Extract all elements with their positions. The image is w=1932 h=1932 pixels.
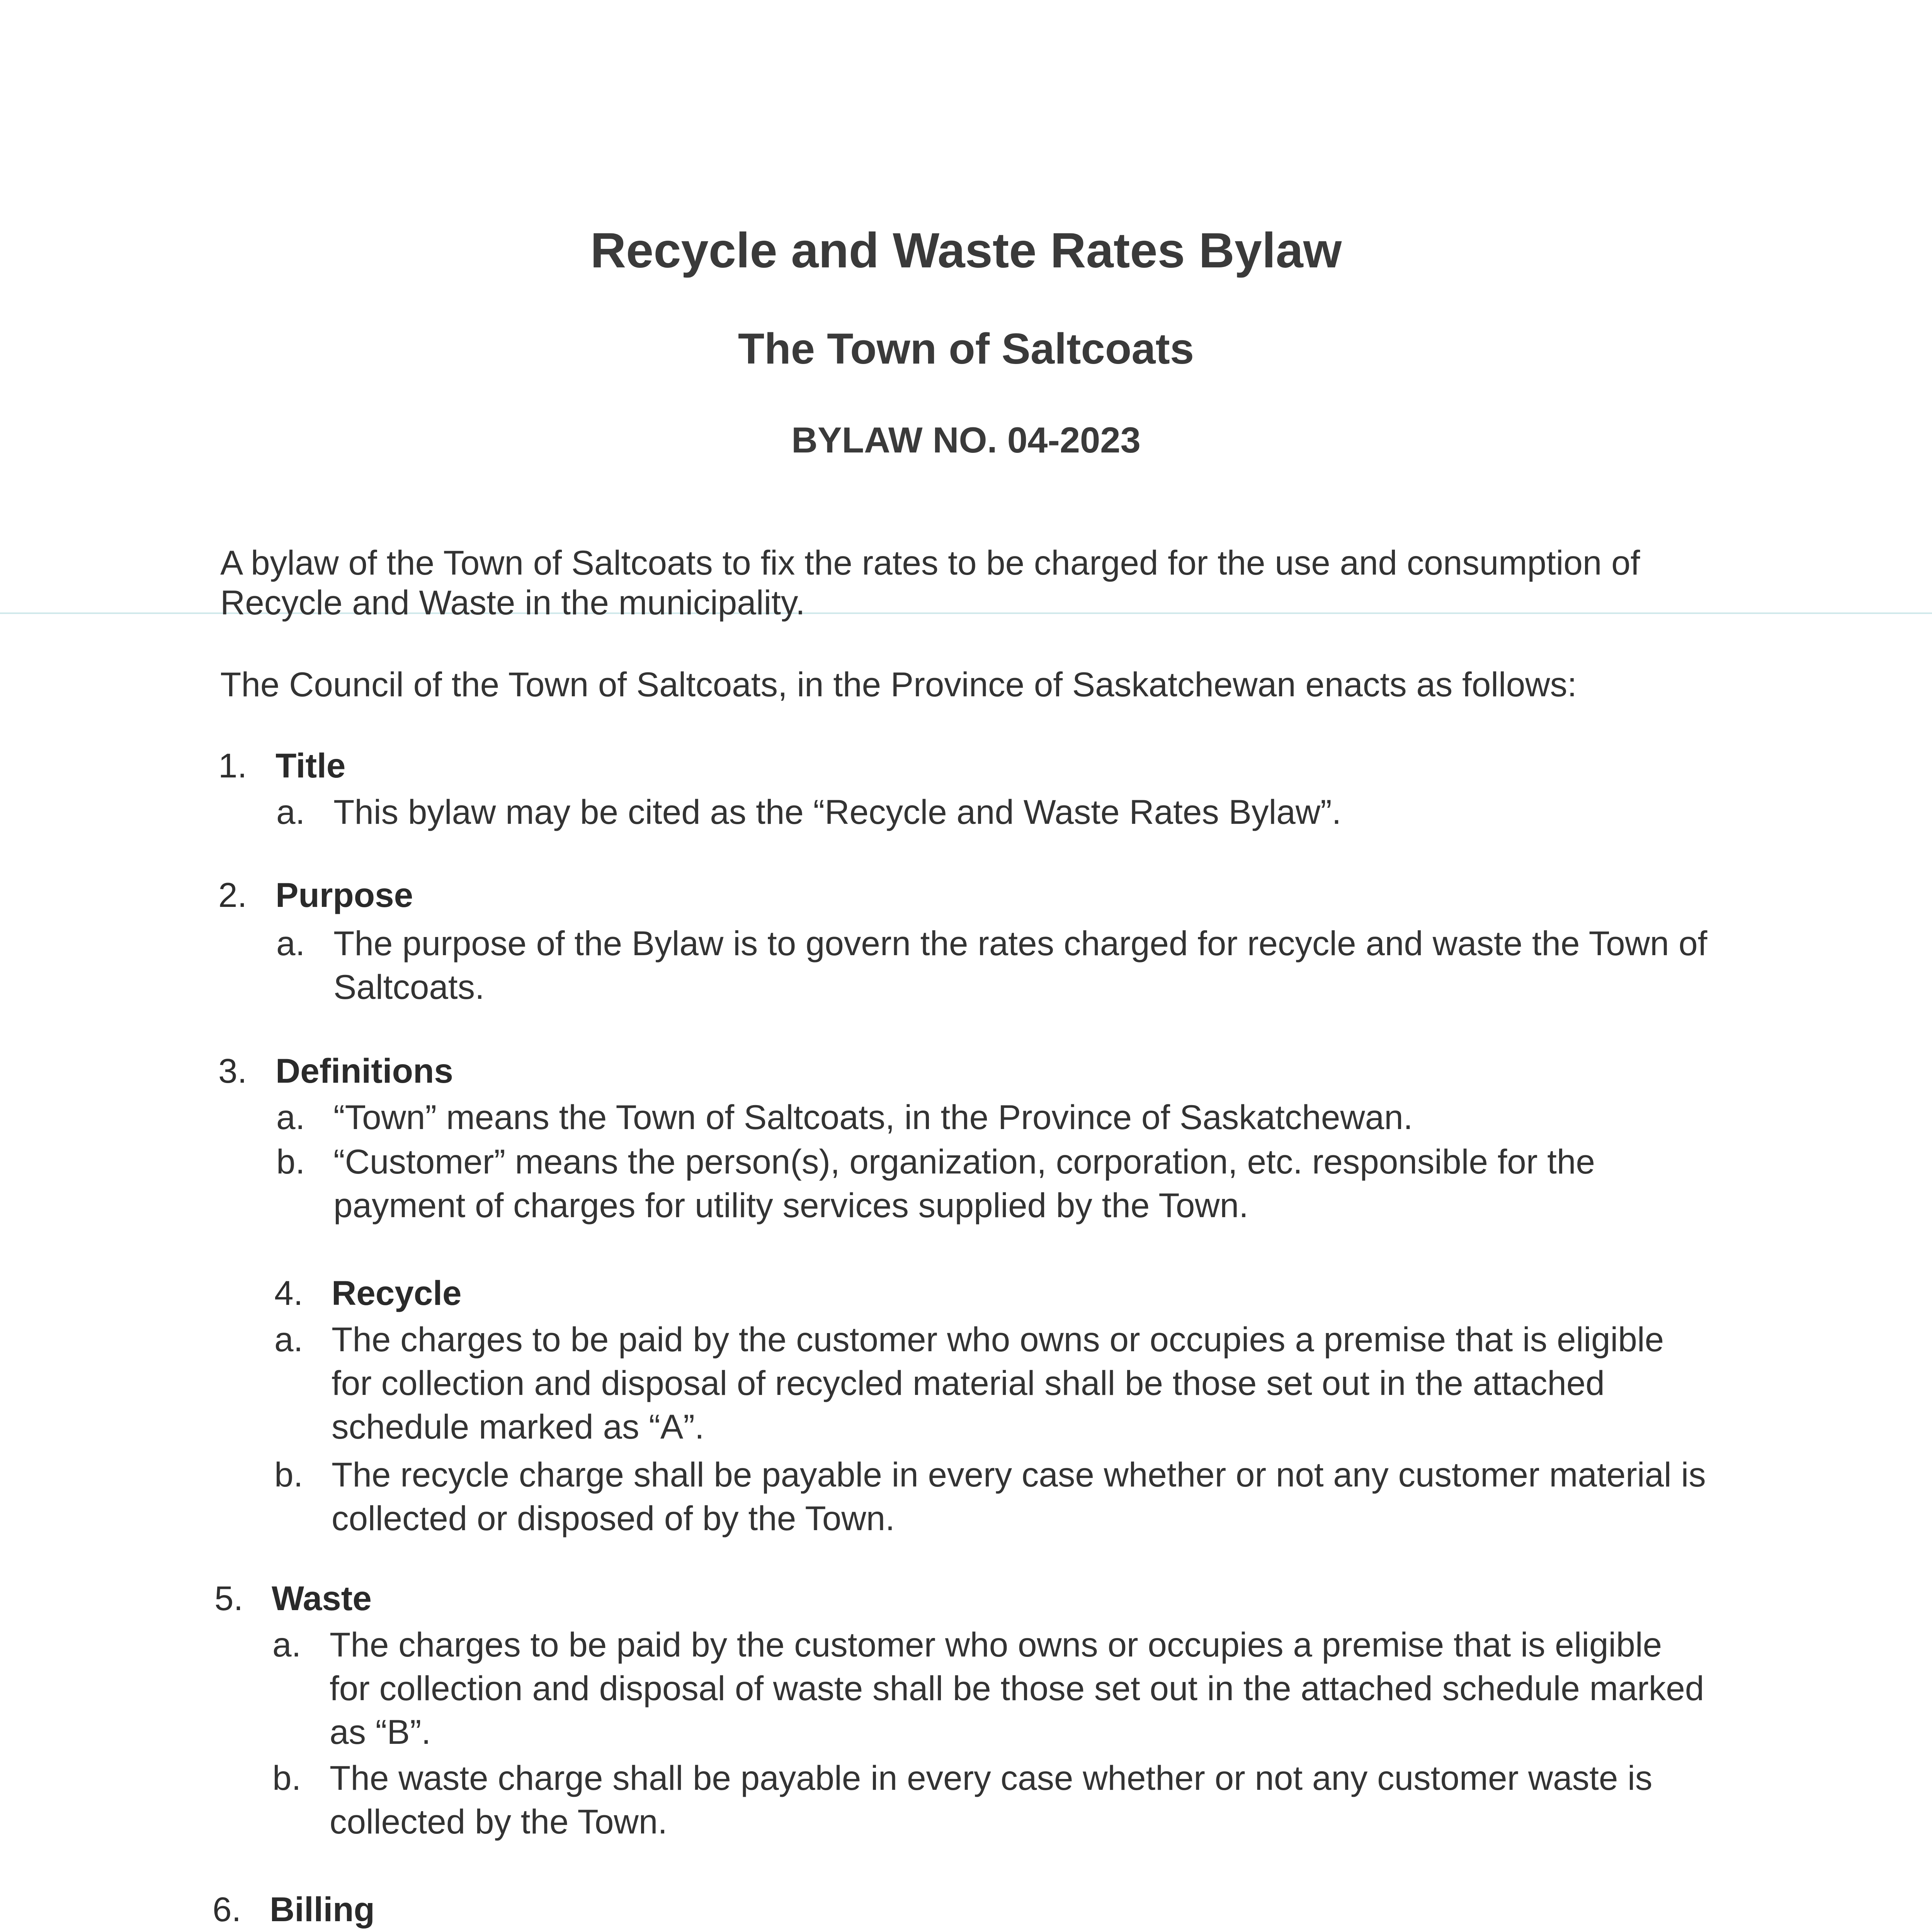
section-number: 6.	[213, 1890, 242, 1929]
bylaw-number: BYLAW NO. 04-2023	[791, 420, 1141, 460]
item-letter: a.	[276, 793, 305, 831]
section-heading: Purpose	[276, 876, 413, 914]
item-text: The purpose of the Bylaw is to govern the rates charged for recycle and waste the Town of Saltcoats.	[333, 924, 1708, 1006]
section-number: 5.	[214, 1579, 243, 1617]
item-text: This bylaw may be cited as the “Recycle and Waste Rates Bylaw”.	[333, 793, 1342, 831]
enactment-paragraph: The Council of the Town of Saltcoats, in the Province of Saskatchewan enacts as follows:	[220, 665, 1577, 704]
item-letter: a.	[272, 1625, 301, 1664]
item-text: The recycle charge shall be payable in every case whether or not any customer material is collected or disposed of by the Town.	[332, 1455, 1706, 1537]
item-letter: a.	[276, 1098, 305, 1136]
section-heading: Billing	[270, 1890, 375, 1929]
intro-paragraph: A bylaw of the Town of Saltcoats to fix the rates to be charged for the use and consumption of Recycle and Waste in the municipality.	[220, 543, 1640, 622]
section-heading: Definitions	[276, 1051, 453, 1090]
section-number: 2.	[218, 876, 247, 914]
section-number: 3.	[218, 1051, 247, 1090]
section-heading: Recycle	[332, 1274, 462, 1312]
section-number: 1.	[218, 746, 247, 785]
item-text: The waste charge shall be payable in every case whether or not any customer waste is collected by the Town.	[330, 1759, 1653, 1841]
item-letter: a.	[276, 924, 305, 963]
document-title: Recycle and Waste Rates Bylaw	[590, 223, 1342, 278]
item-letter: b.	[272, 1759, 301, 1797]
section-heading: Title	[276, 746, 346, 785]
section-heading: Waste	[272, 1579, 372, 1617]
item-letter: b.	[274, 1455, 303, 1494]
section-number: 4.	[274, 1274, 303, 1312]
item-letter: b.	[276, 1142, 305, 1181]
item-text: The charges to be paid by the customer who owns or occupies a premise that is eligible for collection and disposal of waste shall be those set out in the attached schedule marked as “B”.	[330, 1625, 1704, 1751]
item-text: The charges to be paid by the customer who owns or occupies a premise that is eligible for collection and disposal of recycled material shall be those set out in the attached schedule marked as “A”.	[332, 1320, 1664, 1446]
item-letter: a.	[274, 1320, 303, 1359]
item-text: “Customer” means the person(s), organization, corporation, etc. responsible for the payment of charges for utility services supplied by the Town.	[333, 1142, 1595, 1225]
document-subtitle: The Town of Saltcoats	[738, 325, 1194, 373]
item-text: “Town” means the Town of Saltcoats, in the Province of Saskatchewan.	[333, 1098, 1413, 1136]
